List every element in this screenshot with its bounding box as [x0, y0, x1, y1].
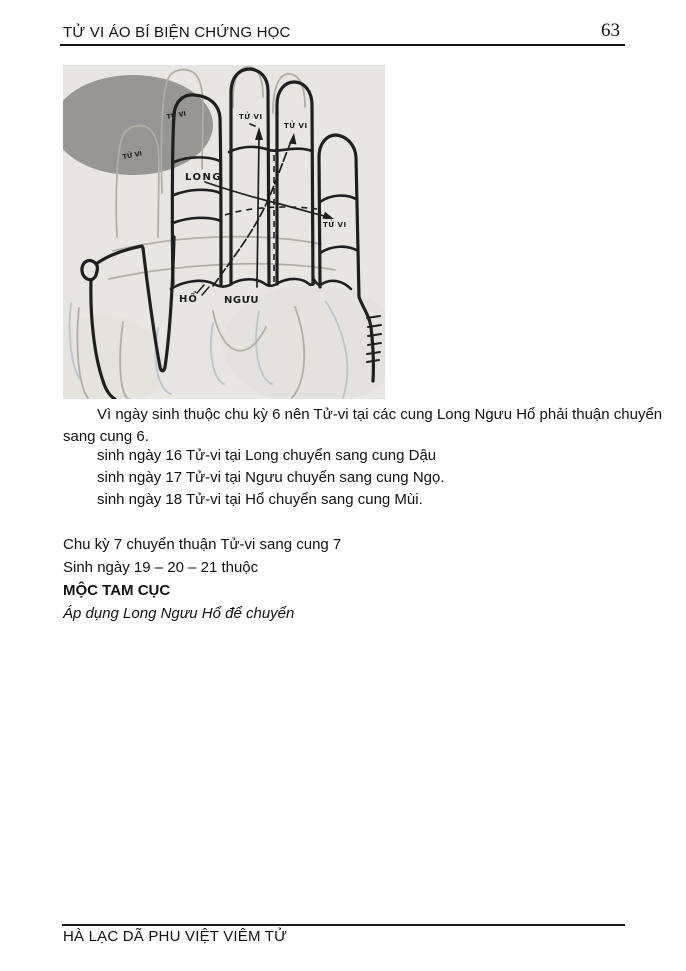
- hand-diagram: [63, 65, 385, 399]
- hand-diagram-figure: [63, 65, 385, 399]
- label-ho: HỔ: [179, 294, 198, 305]
- page-number: 63: [601, 20, 620, 41]
- faint-label-left: TỬ VI: [121, 149, 143, 161]
- footer-rule: [62, 924, 625, 926]
- label-nguu: NGƯU: [224, 295, 260, 306]
- label-long: LONG: [185, 172, 223, 183]
- faint-label-upper: TỬ VI: [165, 109, 187, 121]
- list-item-day16: sinh ngày 16 Tử-vi tại Long chuyển sang cung Dậu: [97, 447, 437, 464]
- line-chu-ky-7: Chu kỳ 7 chuyển thuận Tử-vi sang cung 7: [63, 536, 342, 553]
- paragraph-intro: [63, 404, 663, 447]
- label-tu-vi-right: TỬ VI: [323, 221, 347, 229]
- list-item-day17: sinh ngày 17 Tử-vi tại Ngưu chuyển sang cung Ngọ.: [97, 469, 445, 486]
- line-sinh-ngay: Sinh ngày 19 – 20 – 21 thuộc: [63, 559, 259, 576]
- line-ap-dung: Áp dụng Long Ngưu Hổ để chuyển: [63, 605, 295, 622]
- list-item-day18: sinh ngày 18 Tử-vi tại Hổ chuyển sang cung Mùi.: [97, 491, 423, 508]
- header-rule: [60, 44, 625, 46]
- label-tu-vi-top: TỬ VI: [239, 113, 263, 121]
- label-tu-vi-ring: TỬ VI: [284, 122, 308, 130]
- heading-moc-tam-cuc: MỘC TAM CỤC: [63, 582, 171, 599]
- header-title: TỬ VI ÁO BÍ BIỆN CHỨNG HỌC: [63, 24, 291, 41]
- footer-author: HÀ LẠC DÃ PHU VIỆT VIÊM TỬ: [63, 928, 288, 945]
- paragraph-intro-line2: sang cung 6.: [63, 427, 149, 445]
- paragraph-intro-line1: Vì ngày sinh thuộc chu kỳ 6 nên Tử-vi tại các cung Long Ngưu Hổ phải thuận chuyển: [97, 406, 663, 423]
